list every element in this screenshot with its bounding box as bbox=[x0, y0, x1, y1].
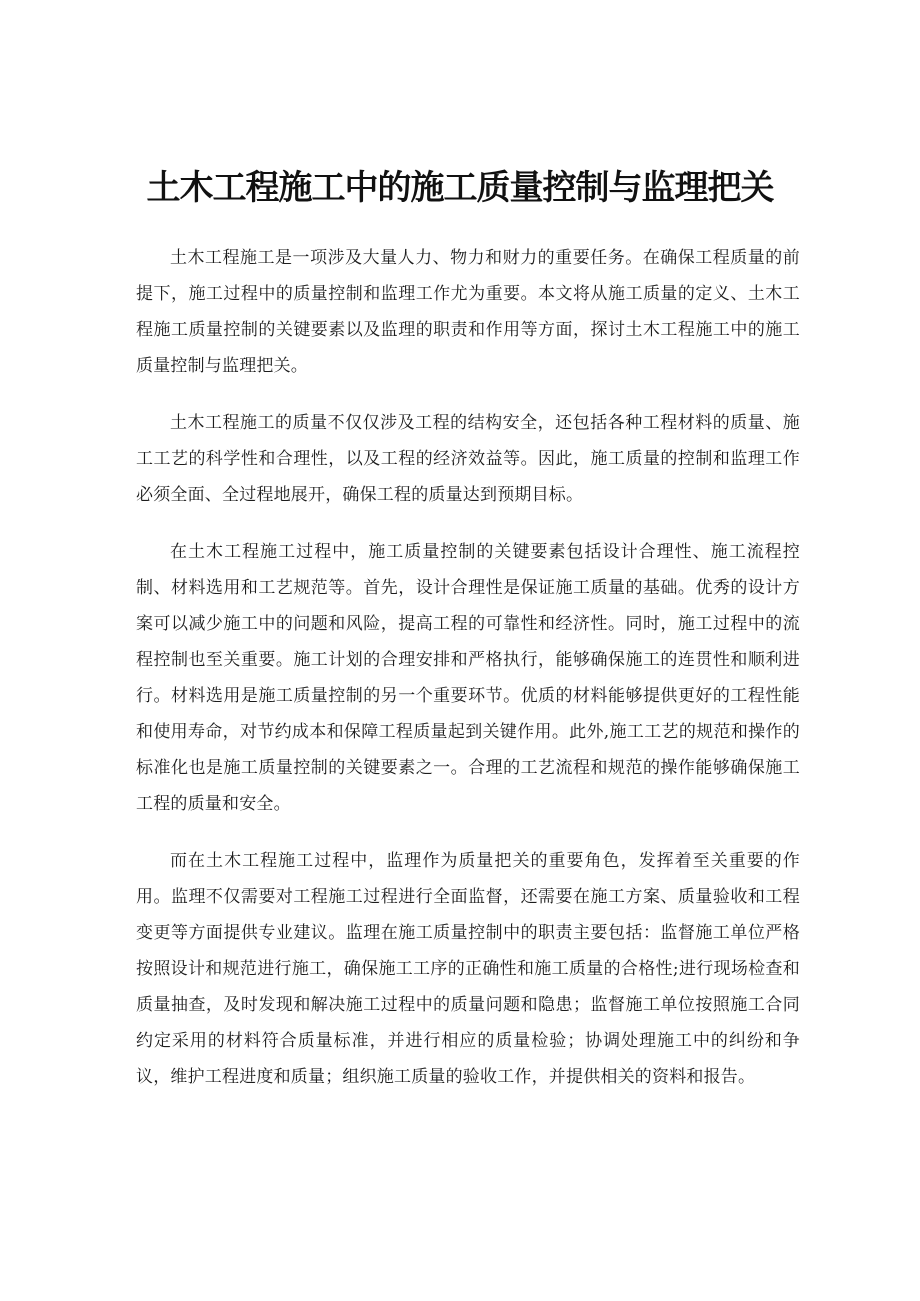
document-title: 土木工程施工中的施工质量控制与监理把关 bbox=[146, 168, 774, 208]
paragraph-key-elements: 在土木工程施工过程中，施工质量控制的关键要素包括设计合理性、施工流程控制、材料选用和工艺规范等。首先，设计合理性是保证施工质量的基础。优秀的设计方案可以减少施工中的问题和风险，提高工程的可靠性和经济性。同时，施工过程中的流程控制也至关重要。施工计划的合理安排和严格执行，能够确保施工的连贯性和顺利进行。材料选用是施工质量控制的另一个重要环节。优质的材料能够提供更好的工程性能和使用寿命，对节约成本和保障工程质量起到关键作用。此外,施工工艺的规范和操作的标准化也是施工质量控制的关键要素之一。合理的工艺流程和规范的操作能够确保施工工程的质量和安全。 bbox=[136, 542, 800, 814]
document-body bbox=[136, 240, 800, 1116]
paragraph-quality-scope: 土木工程施工的质量不仅仅涉及工程的结构安全，还包括各种工程材料的质量、施工工艺的科学性和合理性，以及工程的经济效益等。因此，施工质量的控制和监理工作必须全面、全过程地展开，确保工程的质量达到预期目标。 bbox=[136, 413, 800, 505]
paragraph-intro: 土木工程施工是一项涉及大量人力、物力和财力的重要任务。在确保工程质量的前提下，施工过程中的质量控制和监理工作尤为重要。本文将从施工质量的定义、土木工程施工质量控制的关键要素以及监理的职责和作用等方面，探讨土木工程施工中的施工质量控制与监理把关。 bbox=[136, 248, 800, 376]
paragraph-supervision-role: 而在土木工程施工过程中，监理作为质量把关的重要角色，发挥着至关重要的作用。监理不仅需要对工程施工过程进行全面监督，还需要在施工方案、质量验收和工程变更等方面提供专业建议。监理在施工质量控制中的职责主要包括：监督施工单位严格按照设计和规范进行施工，确保施工工序的正确性和施工质量的合格性;进行现场检查和质量抽查，及时发现和解决施工过程中的质量问题和隐患；监督施工单位按照施工合同约定采用的材料符合质量标准，并进行相应的质量检验；协调处理施工中的纠纷和争议，维护工程进度和质量；组织施工质量的验收工作，并提供相关的资料和报告。 bbox=[136, 851, 800, 1087]
